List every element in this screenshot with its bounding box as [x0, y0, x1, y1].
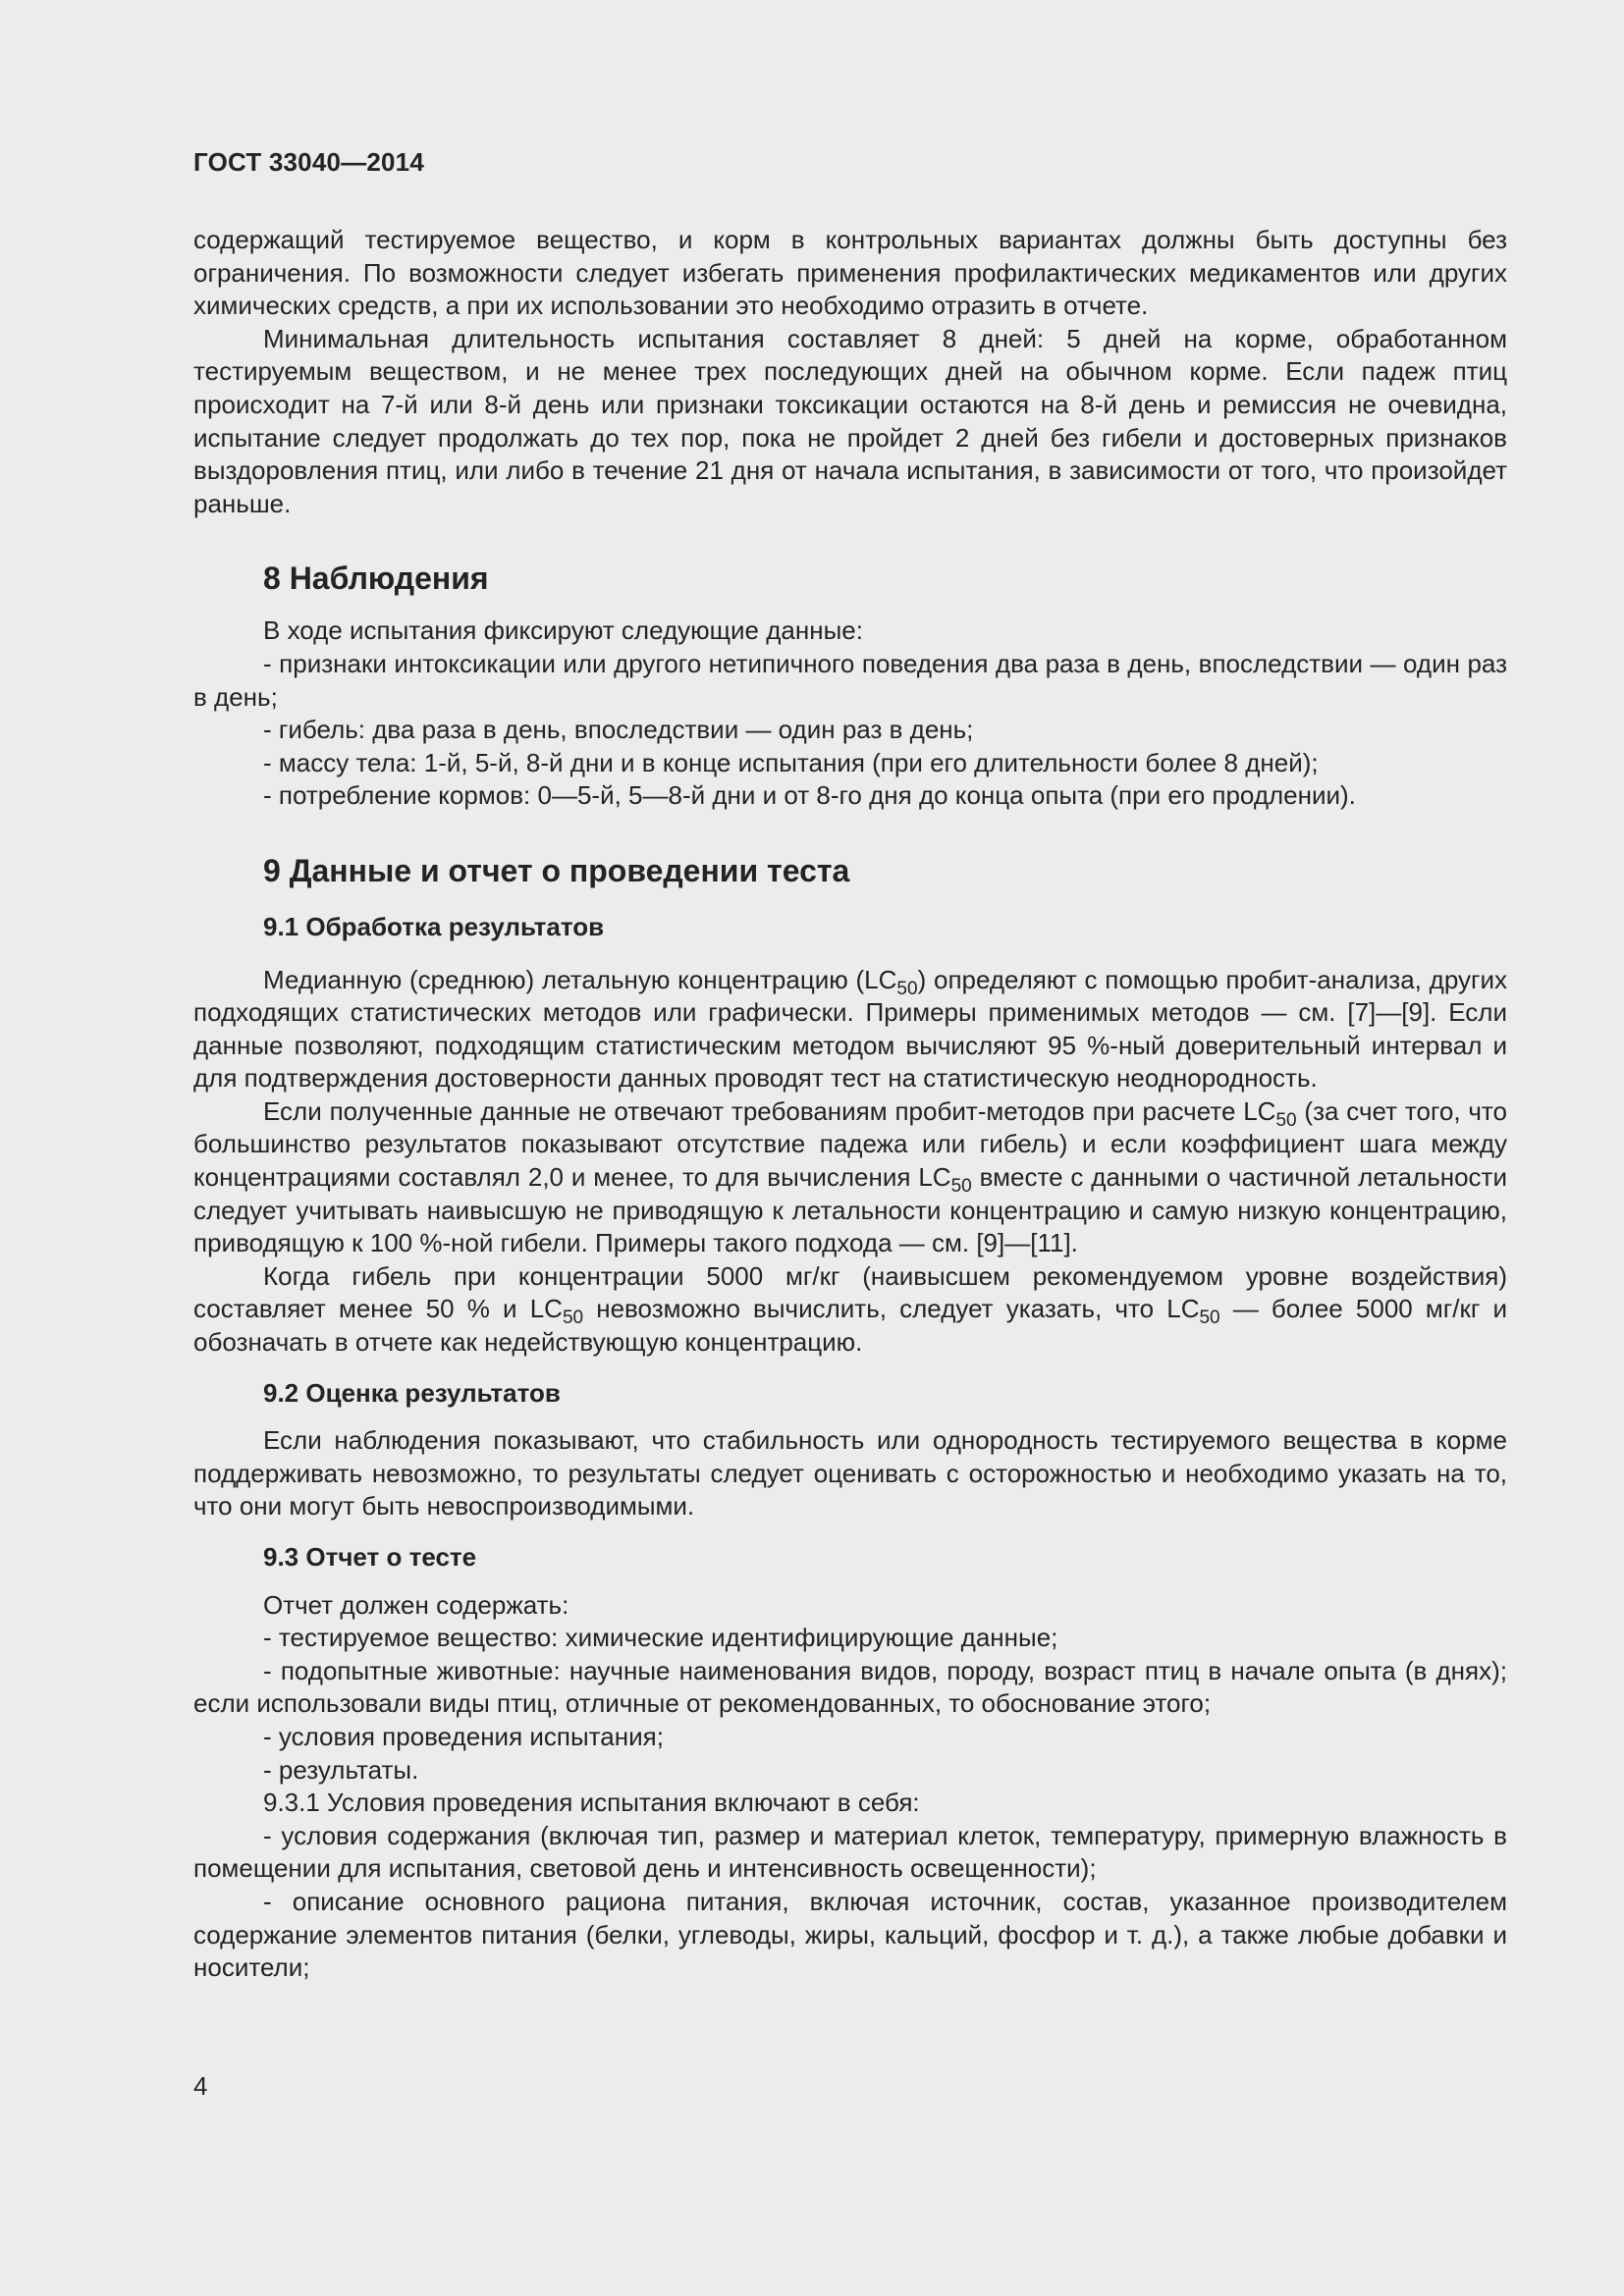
section-8-item: - признаки интоксикации или другого нетипичного поведения два раза в день, впоследствии — один раз в день;	[193, 648, 1507, 712]
text-run: вместе с данными о частичной летальности следует учитывать наивысшую не приводящую к летальности концентрацию и самую низкую концентрацию, приводящую к 100 %-ной гибели. Примеры такого подхода — см. [9]—[11].	[193, 1162, 1507, 1258]
text-run: (за счет того, что большинство результатов показывают отсутствие падежа или гибель) и если коэффициент шага между концентрациями составлял 2,0 и менее, то для вычисления LC	[193, 1095, 1507, 1193]
section-9-3-item: - подопытные животные: научные наименования видов, породу, возраст птиц в начале опыта (в днях); если использовали виды птиц, отличные от рекомендованных, то обоснование этого;	[193, 1655, 1507, 1719]
section-9-3-1-lead: 9.3.1 Условия проведения испытания включают в себя:	[263, 1788, 920, 1818]
section-9-heading: 9 Данные и отчет о проведении теста	[263, 852, 850, 888]
section-8-lead: В ходе испытания фиксируют следующие данные:	[263, 615, 863, 646]
document-header: ГОСТ 33040—2014	[193, 147, 424, 177]
subscript: 50	[950, 1176, 972, 1198]
section-8-item: - гибель: два раза в день, впоследствии — один раз в день;	[263, 715, 974, 745]
text-run: Если полученные данные не отвечают требованиям пробит-методов при расчете LC	[263, 1095, 1276, 1126]
section-9-3-lead: Отчет должен содержать:	[263, 1589, 569, 1620]
section-9-2-paragraph: Если наблюдения показывают, что стабильность или однородность тестируемого вещества в корме поддерживать невозможно, то результаты следует оценивать с осторожностью и необходимо указать на то, что они могут быть невоспроизводимыми.	[193, 1425, 1507, 1522]
section-8-heading: 8 Наблюдения	[263, 561, 489, 597]
section-9-3-item: - условия проведения испытания;	[263, 1721, 664, 1751]
subscript: 50	[562, 1308, 584, 1329]
document-body	[193, 224, 1507, 1985]
section-9-3-item: - тестируемое вещество: химические идентифицирующие данные;	[263, 1623, 1058, 1653]
subscript: 50	[1275, 1109, 1297, 1131]
intro-paragraph-1: содержащий тестируемое вещество, и корм в контрольных вариантах должны быть доступны без ограничения. По возможности следует избегать применения профилактических медикаментов или других химических средств, а при их использовании это необходимо отразить в отчете.	[193, 225, 1507, 321]
text-run: невозможно вычислить, следует указать, что LC	[583, 1294, 1200, 1324]
text-run: Когда гибель при концентрации 5000 мг/кг (наивысшем рекомендуемом уровне воздействия) составляет менее 50 % и LC	[193, 1260, 1507, 1324]
section-8-item: - потребление кормов: 0—5-й, 5—8-й дни и от 8-го дня до конца опыта (при его продлении).	[263, 780, 1356, 811]
intro-paragraph-2: Минимальная длительность испытания составляет 8 дней: 5 дней на корме, обработанном тестируемым веществом, и не менее трех последующих дней на обычном корме. Если падеж птиц происходит на 7-й или 8-й день или признаки токсикации остаются на 8-й день и ремиссия не очевидна, испытание следует продолжать до тех пор, пока не пройдет 2 дней без гибели и достоверных признаков выздоровления птиц, или либо в течение 21 дня от начала испытания, в зависимости от того, что произойдет раньше.	[193, 323, 1507, 518]
section-8-item: - массу тела: 1-й, 5-й, 8-й дни и в конце испытания (при его длительности более 8 дней);	[263, 747, 1319, 777]
section-9-1-heading: 9.1 Обработка результатов	[263, 911, 605, 941]
section-9-2-heading: 9.2 Оценка результатов	[263, 1377, 561, 1408]
text-run: Медианную (среднюю) летальную концентрацию (LC	[263, 964, 897, 994]
section-9-1-paragraph-3	[193, 1260, 1507, 1360]
section-9-3-heading: 9.3 Отчет о тесте	[263, 1542, 477, 1572]
section-9-3-1-item: - условия содержания (включая тип, размер и материал клеток, температуру, примерную влажность в помещении для испытания, световой день и интенсивность освещенности);	[193, 1820, 1507, 1884]
section-9-1-paragraph-2	[193, 1095, 1507, 1260]
text-run: ) определяют с помощью пробит-анализа, других подходящих статистических методов или графически. Примеры применимых методов — см. [7]—[9]. Если данные позволяют, подходящим статистическим методом вычисляют 95 %-ный доверительный интервал и для подтверждения достоверности данных проводят тест на статистическую неоднородность.	[193, 964, 1507, 1094]
page-number: 4	[193, 2071, 208, 2101]
subscript: 50	[896, 978, 918, 999]
section-9-3-1-item: - описание основного рациона питания, включая источник, состав, указанное производителем содержание элементов питания (белки, углеводы, жиры, кальций, фосфор и т. д.), а также любые добавки и носители;	[193, 1886, 1507, 1983]
section-9-1-paragraph-1	[193, 964, 1507, 1095]
text-run: — более 5000 мг/кг и обозначать в отчете как недействующую концентрацию.	[193, 1294, 1508, 1358]
section-9-3-item: - результаты.	[263, 1754, 419, 1785]
subscript: 50	[1199, 1308, 1220, 1329]
